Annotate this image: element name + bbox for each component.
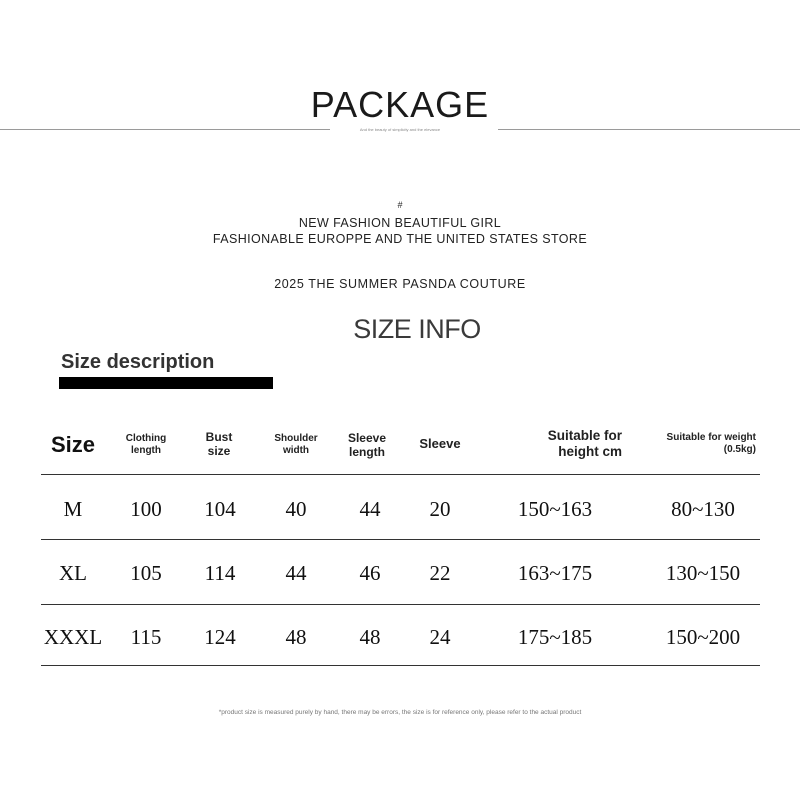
intro-line-2: FASHIONABLE EUROPPE AND THE UNITED STATES STORE	[212, 232, 588, 246]
footnote: *product size is measured purely by hand, there may be errors, the size is for reference only, please refer to the actual product	[218, 709, 582, 716]
size-description-heading: Size description	[61, 351, 215, 373]
cell-weight: 130~150	[665, 561, 741, 585]
package-title: PACKAGE	[310, 84, 490, 125]
cell-bust: 104	[204, 497, 236, 521]
cell-bust: 124	[204, 625, 236, 649]
cell-sleeve: 22	[429, 561, 451, 585]
cell-weight: 150~200	[665, 625, 741, 649]
cell-clothing-length: 100	[130, 497, 162, 521]
table-rule	[41, 539, 760, 540]
cell-sleeve: 20	[429, 497, 451, 521]
cell-size: XL	[59, 561, 87, 585]
table-rule	[41, 665, 760, 666]
header-clothing-length: Clothing length	[125, 433, 167, 456]
cell-height: 175~185	[517, 625, 593, 649]
cell-weight: 80~130	[671, 497, 735, 521]
cell-size: M	[63, 497, 83, 521]
intro-line-1: NEW FASHION BEAUTIFUL GIRL	[298, 216, 502, 230]
cell-bust: 114	[204, 561, 236, 585]
cell-sleeve: 24	[429, 625, 451, 649]
header-shoulder-width: Shoulder width	[274, 433, 318, 456]
intro-line-3: 2025 THE SUMMER PASNDA COUTURE	[274, 277, 526, 291]
cell-height: 150~163	[517, 497, 593, 521]
cell-sleeve-length: 46	[359, 561, 381, 585]
cell-shoulder: 48	[285, 625, 307, 649]
header-sleeve-length: Sleeve length	[347, 431, 387, 459]
header-bust-size: Bust size	[205, 430, 233, 458]
cell-shoulder: 44	[285, 561, 307, 585]
size-description-bar	[59, 377, 273, 389]
hash-mark: #	[397, 200, 403, 210]
table-rule	[41, 604, 760, 605]
cell-clothing-length: 115	[130, 625, 162, 649]
header-weight: Suitable for weight (0.5kg)	[666, 432, 756, 455]
table-rule	[41, 474, 760, 475]
header-sleeve: Sleeve	[419, 436, 461, 451]
package-tagline: And the beauty of simplicity and the elevance	[359, 127, 441, 132]
cell-sleeve-length: 48	[359, 625, 381, 649]
header-height: Suitable for height cm	[547, 428, 622, 459]
header-size: Size	[50, 432, 96, 457]
cell-size: XXXL	[43, 625, 103, 649]
size-info-title: SIZE INFO	[353, 314, 481, 344]
cell-sleeve-length: 44	[359, 497, 381, 521]
cell-shoulder: 40	[285, 497, 307, 521]
cell-height: 163~175	[517, 561, 593, 585]
cell-clothing-length: 105	[130, 561, 162, 585]
